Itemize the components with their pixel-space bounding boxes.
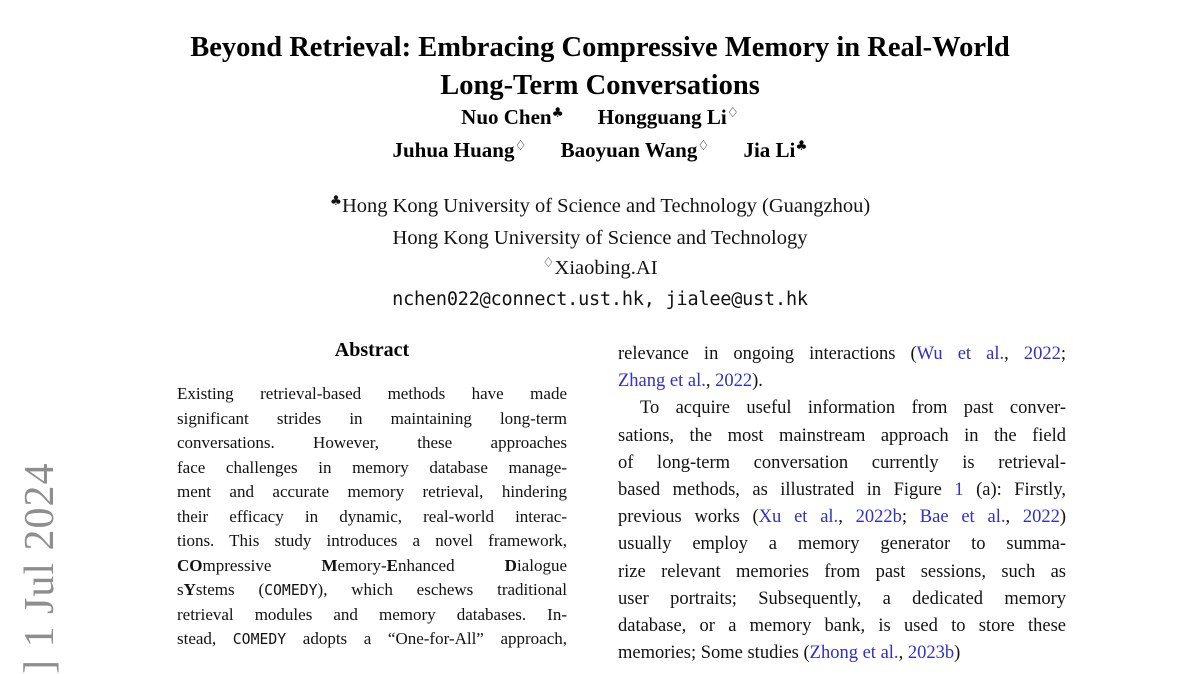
author-name [743, 136, 807, 169]
text-segment: retrieval modules and memory databases. In- [177, 605, 567, 624]
text-segment: their efficacy in dynamic, real-world interac- [177, 507, 567, 526]
abstract-text [177, 382, 567, 652]
text-segment: E [387, 556, 398, 575]
text-line [618, 341, 1066, 368]
text-line [177, 431, 567, 456]
text-segment: ment and accurate memory retrieval, hindering [177, 482, 567, 501]
affiliation-line [0, 224, 1200, 254]
citation-link[interactable]: Wu et al. [917, 344, 1004, 364]
text-line [177, 505, 567, 530]
text-line [177, 603, 567, 628]
text-line [177, 554, 567, 579]
citation-link[interactable]: 2022 [1023, 507, 1060, 527]
text-segment: based methods, as illustrated in Figure [618, 480, 954, 500]
author-name [598, 103, 739, 136]
text-segment: Existing retrieval-based methods have made [177, 384, 567, 403]
text-segment: of long-term conversation currently is retrieval- [618, 453, 1066, 473]
text-line [618, 368, 1066, 395]
text-segment: database, or a memory bank, is used to store these [618, 616, 1066, 636]
affiliation-mark-icon: ♣ [330, 193, 342, 209]
text-line [618, 613, 1066, 640]
text-line [618, 586, 1066, 613]
text-segment: COMEDY [233, 631, 286, 648]
introduction-text [618, 341, 1066, 667]
text-segment: M [321, 556, 337, 575]
author-name-text: Hongguang Li [598, 105, 727, 129]
text-line [618, 640, 1066, 667]
affiliation-block [0, 192, 1200, 315]
author-name [561, 136, 710, 169]
author-name-text: Nuo Chen [461, 105, 551, 129]
citation-link[interactable]: 1 [954, 480, 963, 500]
text-segment: (a): Firstly, [964, 480, 1066, 500]
text-line [618, 504, 1066, 531]
text-segment: face challenges in memory database manage- [177, 458, 567, 477]
author-name-text: Jia Li [743, 138, 795, 162]
text-line [177, 578, 567, 603]
text-segment: conversations. However, these approaches [177, 433, 567, 452]
text-segment: , [899, 643, 908, 663]
author-name-text: Baoyuan Wang [561, 138, 698, 162]
text-segment: ; [1061, 344, 1066, 364]
title-line: Beyond Retrieval: Embracing Compressive Memory in Real-World [0, 29, 1200, 67]
right-column [618, 341, 1066, 667]
text-line [618, 395, 1066, 422]
text-segment: sations, the most mainstream approach in the field [618, 426, 1066, 446]
text-segment: emory- [338, 556, 387, 575]
citation-link[interactable]: 2022b [856, 507, 902, 527]
citation-link[interactable]: Bae et al. [920, 507, 1006, 527]
text-line [618, 531, 1066, 558]
text-segment: tions. This study introduces a novel framework, [177, 531, 567, 550]
author-row [0, 136, 1200, 169]
text-line [177, 627, 567, 652]
text-segment: ), which eschews traditional [318, 580, 567, 599]
text-line [177, 407, 567, 432]
affiliation-line [0, 254, 1200, 286]
text-segment: stems ( [196, 580, 264, 599]
text-segment: , [1005, 507, 1022, 527]
text-segment: rize relevant memories from past sessions, such as [618, 562, 1066, 582]
citation-link[interactable]: Zhang et al. [618, 371, 706, 391]
author-row [0, 103, 1200, 136]
text-segment: usually employ a memory generator to summa- [618, 534, 1066, 554]
citation-link[interactable]: 2022 [1024, 344, 1061, 364]
text-segment: s [177, 580, 184, 599]
text-segment: To acquire useful information from past conver- [640, 398, 1066, 418]
text-segment: mpressive [203, 556, 322, 575]
text-segment: , [706, 371, 715, 391]
text-segment: ) [954, 643, 960, 663]
arxiv-watermark: ] 1 Jul 2024 [16, 463, 64, 674]
affiliation-text: Hong Kong University of Science and Technology [393, 227, 808, 249]
author-emails: nchen022@connect.ust.hk, jialee@ust.hk [0, 285, 1200, 315]
author-name-text: Juhua Huang [392, 138, 514, 162]
citation-link[interactable]: Xu et al. [759, 507, 839, 527]
left-column [177, 337, 567, 652]
text-line [618, 423, 1066, 450]
text-line [177, 456, 567, 481]
text-segment: nhanced [398, 556, 505, 575]
text-segment: relevance in ongoing interactions ( [618, 344, 917, 364]
affiliation-text: Hong Kong University of Science and Technology (Guangzhou) [342, 195, 870, 217]
affiliation-mark-icon: ♢ [514, 138, 526, 154]
citation-link[interactable]: Zhong et al. [810, 643, 899, 663]
citation-link[interactable]: 2022 [715, 371, 752, 391]
text-segment: , [1004, 344, 1024, 364]
text-segment: ; [902, 507, 920, 527]
text-segment: ). [752, 371, 763, 391]
affiliation-mark-icon: ♣ [552, 105, 564, 121]
abstract-heading: Abstract [177, 337, 567, 363]
affiliation-mark-icon: ♢ [727, 105, 739, 121]
citation-link[interactable]: 2023b [908, 643, 954, 663]
affiliation-line [0, 192, 1200, 224]
text-segment: Y [184, 580, 196, 599]
text-line [177, 529, 567, 554]
text-segment: COMEDY [264, 582, 317, 599]
paper-title [0, 29, 1200, 104]
text-line [618, 450, 1066, 477]
text-segment: CO [177, 556, 203, 575]
text-segment: previous works ( [618, 507, 759, 527]
text-segment: adopts a “One-for-All” approach, [286, 629, 567, 648]
text-segment: memories; Some studies ( [618, 643, 810, 663]
text-segment: user portraits; Subsequently, a dedicated memory [618, 589, 1066, 609]
author-block [0, 103, 1200, 168]
author-name [461, 103, 564, 136]
title-line: Long-Term Conversations [0, 67, 1200, 105]
text-segment: D [505, 556, 517, 575]
affiliation-text: Xiaobing.AI [555, 257, 658, 279]
text-segment: ialogue [517, 556, 567, 575]
affiliation-mark-icon: ♢ [542, 255, 554, 271]
text-segment: ) [1060, 507, 1066, 527]
text-line [618, 559, 1066, 586]
text-line [177, 480, 567, 505]
text-line [177, 382, 567, 407]
text-line [618, 477, 1066, 504]
text-segment: , [838, 507, 855, 527]
text-segment: significant strides in maintaining long-term [177, 409, 567, 428]
text-segment: stead, [177, 629, 233, 648]
affiliation-mark-icon: ♣ [795, 138, 807, 154]
author-name [392, 136, 526, 169]
affiliation-mark-icon: ♢ [697, 138, 709, 154]
